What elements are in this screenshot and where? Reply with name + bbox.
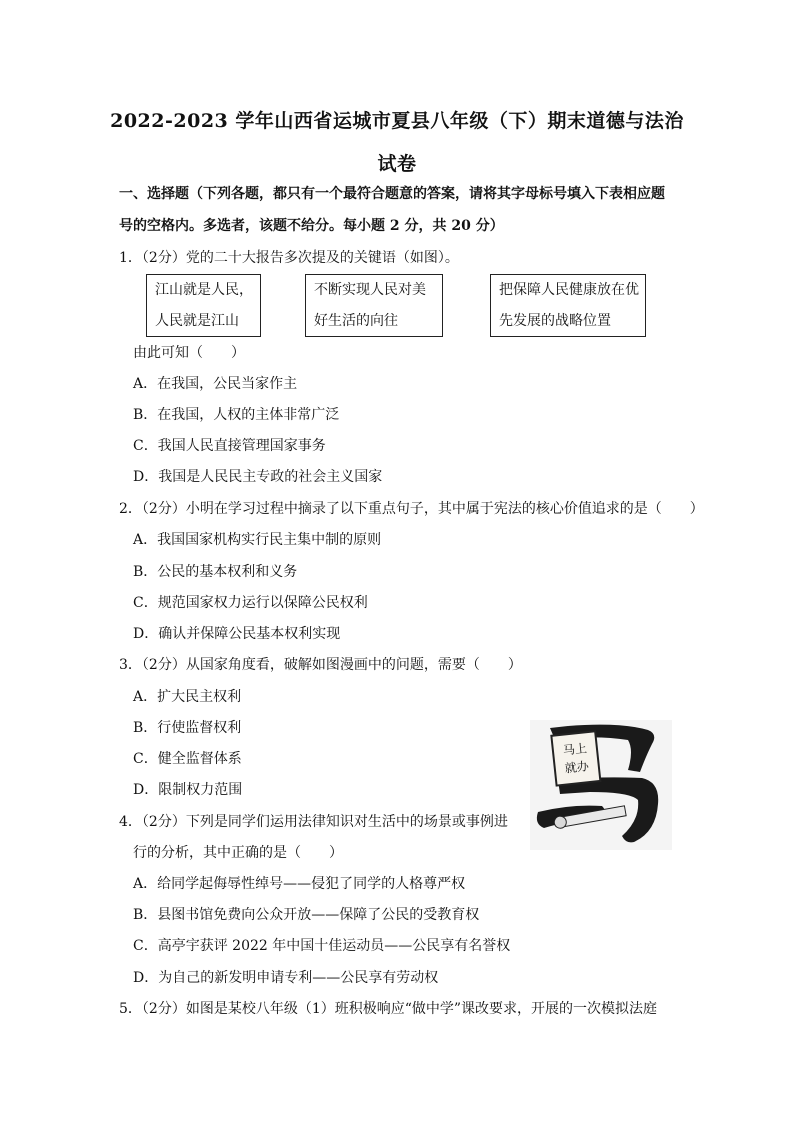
q4-option-a: A．给同学起侮辱性绰号——侵犯了同学的人格尊严权: [133, 876, 466, 892]
q1-prompt: 由此可知（ ）: [133, 345, 245, 361]
exam-title-line1: 2022-2023 学年山西省运城市夏县八年级（下）期末道德与法治: [110, 110, 684, 132]
q3-option-a: A．扩大民主权利: [133, 689, 242, 705]
sign-board: [551, 731, 600, 785]
q1-box1-line1: 江山就是人民，: [155, 282, 253, 298]
q1-keyword-box-1: [146, 274, 261, 337]
horse-calligraphy-cartoon: [530, 720, 672, 850]
cartoon-sign-text-2: 就办: [564, 759, 590, 776]
q3-option-d: D．限制权力范围: [133, 782, 243, 798]
q1-keyword-box-3: [490, 274, 646, 337]
q1-box3-line1: 把保障人民健康放在优: [499, 282, 639, 298]
section-instructions-line1: 一、选择题（下列各题，都只有一个最符合题意的答案，请将其字母标号填入下表相应题: [119, 186, 665, 202]
cartoon-sign-text-1: 马上: [562, 741, 588, 758]
q3-option-c: C．健全监督体系: [133, 751, 242, 767]
section-instructions-line2: 号的空格内。多选者，该题不给分。每小题 2 分，共 20 分）: [119, 218, 504, 234]
q4-option-b: B．县图书馆免费向公众开放——保障了公民的受教育权: [133, 907, 480, 923]
q1-box2-line2: 好生活的向往: [314, 313, 398, 329]
q3-cartoon-image: [530, 720, 672, 850]
q1-option-b: B．在我国，人权的主体非常广泛: [133, 407, 340, 423]
q1-stem: 1．（2分）党的二十大报告多次提及的关键语（如图）。: [119, 250, 459, 266]
q2-option-a: A．我国国家机构实行民主集中制的原则: [133, 532, 382, 548]
q2-stem: 2．（2分）小明在学习过程中摘录了以下重点句子，其中属于宪法的核心价值追求的是（ ）: [119, 501, 704, 517]
q3-option-b: B．行使监督权利: [133, 720, 242, 736]
q4-stem-line2: 行的分析，其中正确的是（ ）: [133, 845, 343, 861]
q1-option-c: C．我国人民直接管理国家事务: [133, 438, 326, 454]
q4-stem-line1: 4．（2分）下列是同学们运用法律知识对生活中的场景或事例进: [119, 814, 508, 830]
q5-stem: 5．（2分）如图是某校八年级（1）班积极响应“做中学”课改要求，开展的一次模拟法庭: [119, 1001, 658, 1017]
q2-option-c: C．规范国家权力运行以保障公民权利: [133, 595, 368, 611]
q2-option-d: D．确认并保障公民基本权利实现: [133, 626, 341, 642]
q3-stem: 3．（2分）从国家角度看，破解如图漫画中的问题，需要（ ）: [119, 657, 522, 673]
q4-option-c: C．高亭宇获评 2022 年中国十佳运动员——公民享有名誉权: [133, 938, 511, 954]
q1-keyword-box-2: [305, 274, 443, 337]
q1-box2-line1: 不断实现人民对美: [314, 282, 426, 298]
q2-option-b: B．公民的基本权利和义务: [133, 564, 298, 580]
q1-option-d: D．我国是人民民主专政的社会主义国家: [133, 469, 383, 485]
q1-box1-line2: 人民就是江山: [155, 313, 239, 329]
exam-title-line2: 试卷: [377, 153, 417, 175]
q1-option-a: A．在我国，公民当家作主: [133, 376, 298, 392]
q4-option-d: D．为自己的新发明申请专利——公民享有劳动权: [133, 970, 439, 986]
q1-box3-line2: 先发展的战略位置: [499, 313, 611, 329]
